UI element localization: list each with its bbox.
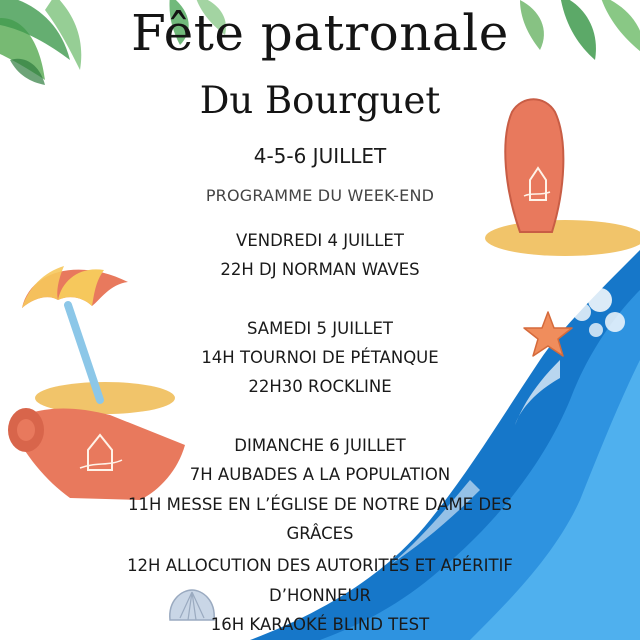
poster-subtitle: Du Bourguet <box>199 79 441 122</box>
sunday-event-line: 7H AUBADES A LA POPULATION <box>189 465 451 484</box>
sunday-event-line: 12H ALLOCUTION DES AUTORITÉS ET APÉRITIF <box>127 556 513 575</box>
sunday-day-heading: DIMANCHE 6 JUILLET <box>234 436 406 455</box>
poster-title: Fête patronale <box>131 4 509 62</box>
friday-day-heading: VENDREDI 4 JUILLET <box>236 231 404 250</box>
sunday-event-line: D’HONNEUR <box>269 586 371 605</box>
sunday-event-line: GRÂCES <box>286 524 354 543</box>
event-dates: 4-5-6 JUILLET <box>253 144 387 168</box>
saturday-event: 22H30 ROCKLINE <box>248 377 392 396</box>
sunday-event-line: 16H KARAOKÉ BLIND TEST <box>210 615 430 634</box>
saturday-event: 14H TOURNOI DE PÉTANQUE <box>201 348 439 367</box>
sunday-event-line: 11H MESSE EN L’ÉGLISE DE NOTRE DAME DES <box>128 495 512 514</box>
saturday-day-heading: SAMEDI 5 JUILLET <box>247 319 393 338</box>
programme-heading: PROGRAMME DU WEEK-END <box>205 186 435 205</box>
friday-event: 22H DJ NORMAN WAVES <box>220 260 420 279</box>
